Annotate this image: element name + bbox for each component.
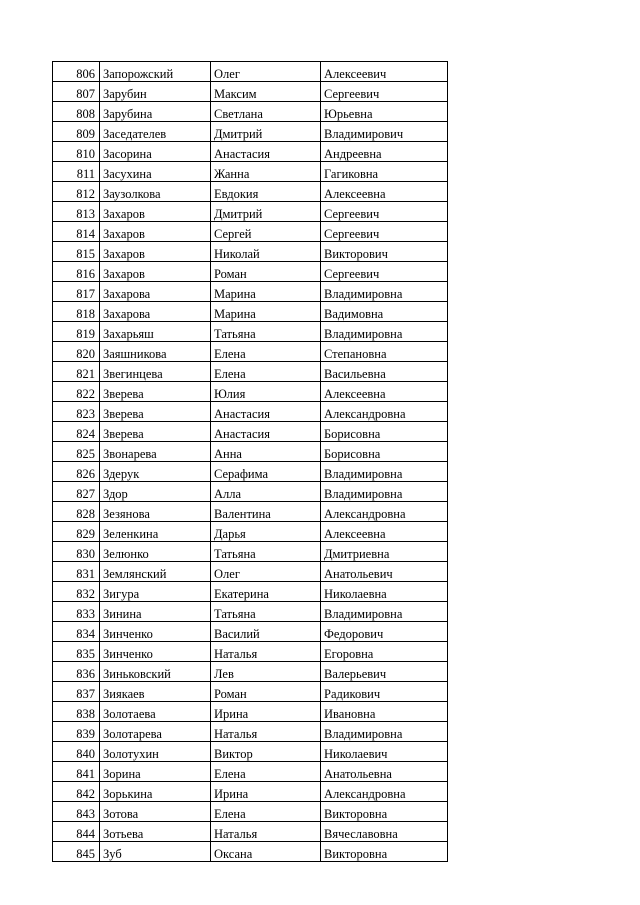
patronymic: Анатольевич	[321, 562, 448, 582]
row-number: 835	[53, 642, 100, 662]
first-name: Лев	[211, 662, 321, 682]
table-row	[53, 742, 448, 762]
first-name: Анастасия	[211, 402, 321, 422]
first-name: Дмитрий	[211, 122, 321, 142]
table-row	[53, 302, 448, 322]
first-name: Елена	[211, 762, 321, 782]
first-name: Ирина	[211, 782, 321, 802]
first-name: Дарья	[211, 522, 321, 542]
row-number: 841	[53, 762, 100, 782]
table-row	[53, 762, 448, 782]
patronymic: Вячеславовна	[321, 822, 448, 842]
table-row	[53, 462, 448, 482]
last-name: Зигура	[100, 582, 211, 602]
first-name: Алла	[211, 482, 321, 502]
row-number: 843	[53, 802, 100, 822]
patronymic: Александровна	[321, 502, 448, 522]
patronymic: Степановна	[321, 342, 448, 362]
patronymic: Владимировна	[321, 282, 448, 302]
table-row	[53, 342, 448, 362]
patronymic: Федорович	[321, 622, 448, 642]
first-name: Максим	[211, 82, 321, 102]
first-name: Елена	[211, 802, 321, 822]
last-name: Запорожский	[100, 62, 211, 82]
table-row	[53, 282, 448, 302]
row-number: 820	[53, 342, 100, 362]
row-number: 814	[53, 222, 100, 242]
table-row	[53, 842, 448, 862]
last-name: Зелюнко	[100, 542, 211, 562]
last-name: Золотухин	[100, 742, 211, 762]
patronymic: Сергеевич	[321, 262, 448, 282]
row-number: 815	[53, 242, 100, 262]
last-name: Засорина	[100, 142, 211, 162]
table-row	[53, 402, 448, 422]
last-name: Зверева	[100, 402, 211, 422]
last-name: Зверева	[100, 382, 211, 402]
last-name: Засухина	[100, 162, 211, 182]
last-name: Захарова	[100, 282, 211, 302]
last-name: Здерук	[100, 462, 211, 482]
last-name: Зеленкина	[100, 522, 211, 542]
row-number: 811	[53, 162, 100, 182]
patronymic: Алексеевна	[321, 382, 448, 402]
patronymic: Владимировна	[321, 462, 448, 482]
last-name: Заседателев	[100, 122, 211, 142]
table-row	[53, 682, 448, 702]
row-number: 809	[53, 122, 100, 142]
table-row	[53, 62, 448, 82]
patronymic: Юрьевна	[321, 102, 448, 122]
table-row	[53, 482, 448, 502]
patronymic: Сергеевич	[321, 222, 448, 242]
first-name: Наталья	[211, 722, 321, 742]
first-name: Татьяна	[211, 322, 321, 342]
table-row	[53, 722, 448, 742]
row-number: 816	[53, 262, 100, 282]
table-row	[53, 162, 448, 182]
patronymic: Викторовна	[321, 842, 448, 862]
row-number: 817	[53, 282, 100, 302]
row-number: 844	[53, 822, 100, 842]
first-name: Серафима	[211, 462, 321, 482]
patronymic: Викторович	[321, 242, 448, 262]
last-name: Золотарева	[100, 722, 211, 742]
row-number: 825	[53, 442, 100, 462]
row-number: 827	[53, 482, 100, 502]
last-name: Заяшникова	[100, 342, 211, 362]
row-number: 832	[53, 582, 100, 602]
first-name: Елена	[211, 342, 321, 362]
first-name: Анастасия	[211, 422, 321, 442]
patronymic: Егоровна	[321, 642, 448, 662]
table-row	[53, 442, 448, 462]
patronymic: Владимировна	[321, 322, 448, 342]
first-name: Наталья	[211, 642, 321, 662]
row-number: 840	[53, 742, 100, 762]
first-name: Екатерина	[211, 582, 321, 602]
row-number: 837	[53, 682, 100, 702]
first-name: Марина	[211, 302, 321, 322]
row-number: 829	[53, 522, 100, 542]
row-number: 834	[53, 622, 100, 642]
patronymic: Сергеевич	[321, 82, 448, 102]
patronymic: Алексеевна	[321, 522, 448, 542]
row-number: 812	[53, 182, 100, 202]
row-number: 826	[53, 462, 100, 482]
last-name: Золотаева	[100, 702, 211, 722]
patronymic: Алексеевич	[321, 62, 448, 82]
row-number: 824	[53, 422, 100, 442]
table-row	[53, 422, 448, 442]
row-number: 833	[53, 602, 100, 622]
patronymic: Владимировна	[321, 722, 448, 742]
patronymic: Алексеевна	[321, 182, 448, 202]
table-row	[53, 502, 448, 522]
table-row	[53, 782, 448, 802]
last-name: Захаров	[100, 202, 211, 222]
table-row	[53, 522, 448, 542]
patronymic: Николаевна	[321, 582, 448, 602]
first-name: Виктор	[211, 742, 321, 762]
first-name: Юлия	[211, 382, 321, 402]
patronymic: Владимирович	[321, 122, 448, 142]
last-name: Зезянова	[100, 502, 211, 522]
patronymic: Вадимовна	[321, 302, 448, 322]
row-number: 807	[53, 82, 100, 102]
row-number: 830	[53, 542, 100, 562]
table-row	[53, 702, 448, 722]
last-name: Захарова	[100, 302, 211, 322]
roster-table	[52, 61, 448, 862]
first-name: Евдокия	[211, 182, 321, 202]
first-name: Олег	[211, 562, 321, 582]
last-name: Зиньковский	[100, 662, 211, 682]
last-name: Зверева	[100, 422, 211, 442]
row-number: 821	[53, 362, 100, 382]
first-name: Валентина	[211, 502, 321, 522]
first-name: Сергей	[211, 222, 321, 242]
table-row	[53, 122, 448, 142]
table-row	[53, 182, 448, 202]
first-name: Светлана	[211, 102, 321, 122]
patronymic: Николаевич	[321, 742, 448, 762]
table-row	[53, 262, 448, 282]
first-name: Наталья	[211, 822, 321, 842]
first-name: Олег	[211, 62, 321, 82]
table-row	[53, 202, 448, 222]
last-name: Зиякаев	[100, 682, 211, 702]
first-name: Марина	[211, 282, 321, 302]
table-row	[53, 362, 448, 382]
patronymic: Борисовна	[321, 422, 448, 442]
patronymic: Ивановна	[321, 702, 448, 722]
row-number: 818	[53, 302, 100, 322]
roster-table-body	[53, 62, 448, 862]
row-number: 819	[53, 322, 100, 342]
table-row	[53, 222, 448, 242]
last-name: Зотова	[100, 802, 211, 822]
last-name: Захаров	[100, 242, 211, 262]
table-row	[53, 542, 448, 562]
last-name: Зорина	[100, 762, 211, 782]
patronymic: Сергеевич	[321, 202, 448, 222]
first-name: Анастасия	[211, 142, 321, 162]
row-number: 813	[53, 202, 100, 222]
first-name: Елена	[211, 362, 321, 382]
table-row	[53, 582, 448, 602]
patronymic: Владимировна	[321, 482, 448, 502]
last-name: Зарубин	[100, 82, 211, 102]
row-number: 838	[53, 702, 100, 722]
last-name: Захарьяш	[100, 322, 211, 342]
table-row	[53, 802, 448, 822]
row-number: 823	[53, 402, 100, 422]
last-name: Зуб	[100, 842, 211, 862]
table-row	[53, 662, 448, 682]
patronymic: Радикович	[321, 682, 448, 702]
first-name: Анна	[211, 442, 321, 462]
table-row	[53, 822, 448, 842]
row-number: 831	[53, 562, 100, 582]
first-name: Дмитрий	[211, 202, 321, 222]
patronymic: Дмитриевна	[321, 542, 448, 562]
table-row	[53, 322, 448, 342]
last-name: Зинина	[100, 602, 211, 622]
table-row	[53, 102, 448, 122]
first-name: Татьяна	[211, 602, 321, 622]
table-row	[53, 82, 448, 102]
table-row	[53, 602, 448, 622]
patronymic: Васильевна	[321, 362, 448, 382]
patronymic: Гагиковна	[321, 162, 448, 182]
last-name: Зорькина	[100, 782, 211, 802]
first-name: Роман	[211, 682, 321, 702]
patronymic: Андреевна	[321, 142, 448, 162]
table-row	[53, 562, 448, 582]
row-number: 828	[53, 502, 100, 522]
row-number: 839	[53, 722, 100, 742]
patronymic: Владимировна	[321, 602, 448, 622]
last-name: Звегинцева	[100, 362, 211, 382]
table-row	[53, 242, 448, 262]
last-name: Зотьева	[100, 822, 211, 842]
first-name: Жанна	[211, 162, 321, 182]
first-name: Ирина	[211, 702, 321, 722]
last-name: Звонарева	[100, 442, 211, 462]
row-number: 845	[53, 842, 100, 862]
last-name: Зинченко	[100, 622, 211, 642]
last-name: Заузолкова	[100, 182, 211, 202]
patronymic: Викторовна	[321, 802, 448, 822]
table-row	[53, 642, 448, 662]
first-name: Татьяна	[211, 542, 321, 562]
last-name: Зинченко	[100, 642, 211, 662]
patronymic: Александровна	[321, 402, 448, 422]
table-row	[53, 622, 448, 642]
row-number: 836	[53, 662, 100, 682]
last-name: Захаров	[100, 222, 211, 242]
first-name: Василий	[211, 622, 321, 642]
row-number: 806	[53, 62, 100, 82]
row-number: 842	[53, 782, 100, 802]
last-name: Здор	[100, 482, 211, 502]
first-name: Николай	[211, 242, 321, 262]
first-name: Роман	[211, 262, 321, 282]
row-number: 810	[53, 142, 100, 162]
row-number: 822	[53, 382, 100, 402]
table-row	[53, 142, 448, 162]
row-number: 808	[53, 102, 100, 122]
last-name: Захаров	[100, 262, 211, 282]
table-row	[53, 382, 448, 402]
patronymic: Валерьевич	[321, 662, 448, 682]
last-name: Землянский	[100, 562, 211, 582]
patronymic: Анатольевна	[321, 762, 448, 782]
last-name: Зарубина	[100, 102, 211, 122]
patronymic: Александровна	[321, 782, 448, 802]
patronymic: Борисовна	[321, 442, 448, 462]
first-name: Оксана	[211, 842, 321, 862]
